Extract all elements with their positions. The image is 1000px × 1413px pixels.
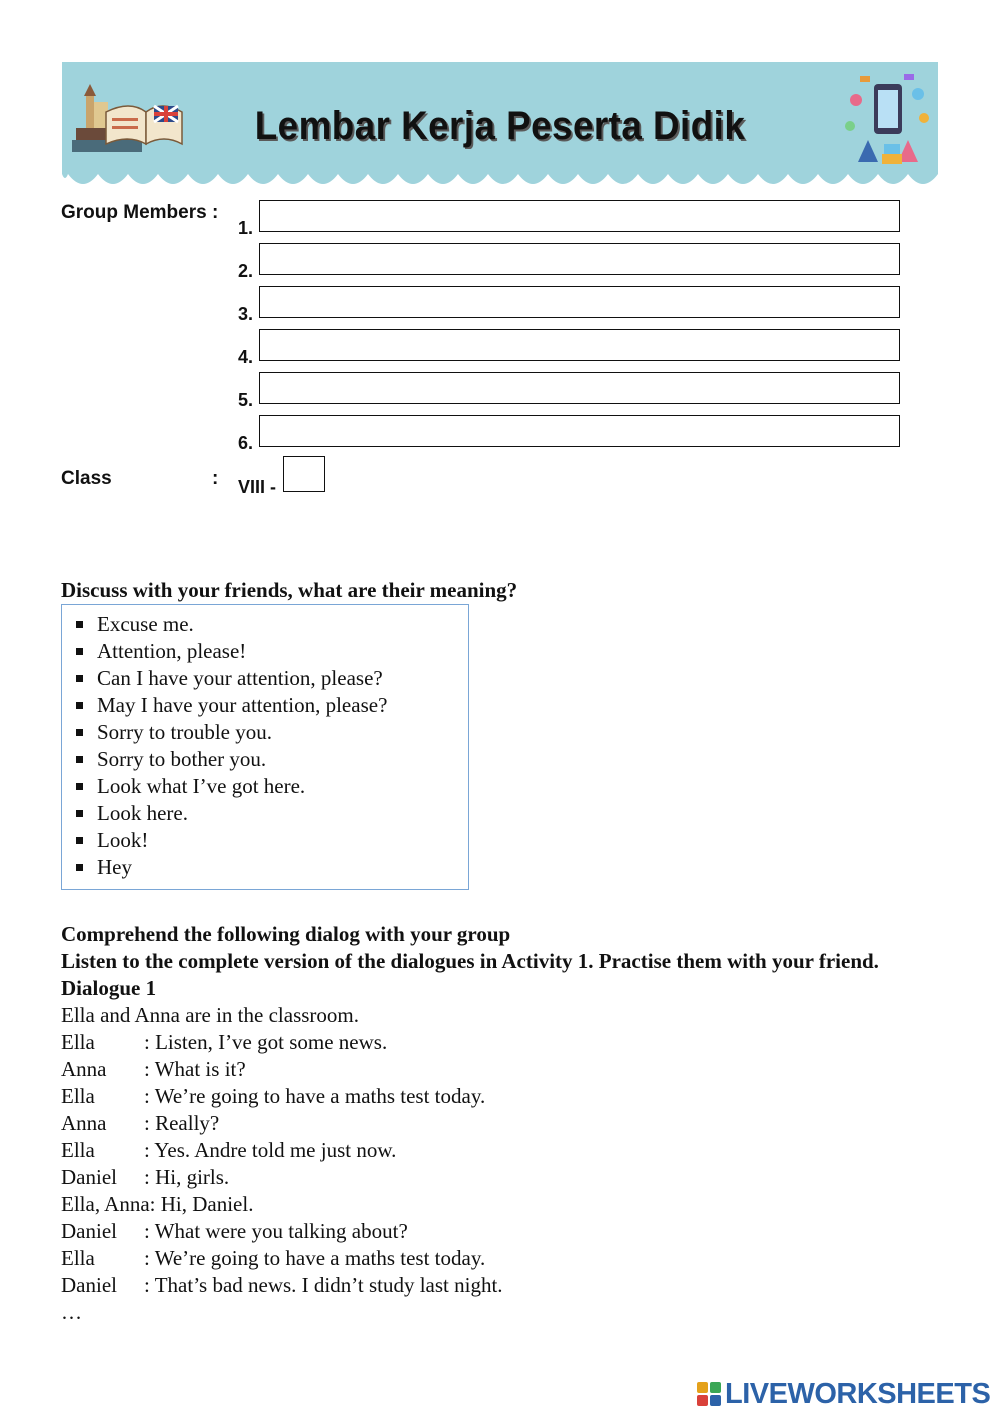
member-2-input[interactable] — [259, 243, 900, 275]
list-item — [62, 638, 468, 665]
list-item — [62, 611, 468, 638]
class-label: Class — [61, 468, 112, 489]
dialogue-line — [61, 1029, 931, 1056]
line-text: : We’re going to have a maths test today. — [144, 1084, 486, 1108]
line-text: : What is it? — [144, 1057, 246, 1081]
member-number: 6. — [238, 433, 254, 453]
list-item — [62, 773, 468, 800]
dialogue-line — [61, 1218, 931, 1245]
phrase-box — [61, 604, 469, 890]
dialogue-line — [61, 1164, 931, 1191]
phrase-text: Sorry to trouble you. — [97, 720, 272, 744]
phrase-list — [62, 605, 468, 881]
dialogue-title: Dialogue 1 — [61, 976, 157, 1000]
member-number: 5. — [238, 390, 254, 410]
member-4-input[interactable] — [259, 329, 900, 361]
speaker-name: Anna — [61, 1111, 107, 1135]
list-item — [62, 719, 468, 746]
speaker-name: Daniel — [61, 1165, 117, 1189]
dialogue-line — [61, 1137, 931, 1164]
line-text: : What were you talking about? — [144, 1219, 408, 1243]
bullet-icon — [76, 756, 83, 763]
page-title: Lembar Kerja Peserta Didik — [254, 104, 746, 148]
bullet-icon — [76, 729, 83, 736]
speaker-name: Ella — [61, 1246, 95, 1270]
list-item — [62, 746, 468, 773]
line-text: : Hi, girls. — [144, 1165, 230, 1189]
group-members-label: Group Members — [61, 202, 207, 223]
speaker-name: Daniel — [61, 1273, 117, 1297]
speaker-name: Ella — [61, 1138, 95, 1162]
speaker-name: Anna — [61, 1057, 107, 1081]
dialogue-line — [61, 1056, 931, 1083]
member-number: 4. — [238, 347, 254, 367]
group-members-colon: : — [212, 202, 219, 223]
liveworksheets-logo-icon — [697, 1382, 721, 1406]
bullet-icon — [76, 810, 83, 817]
member-1-input[interactable] — [259, 200, 900, 232]
member-5-input[interactable] — [259, 372, 900, 404]
dialogue-line — [61, 1110, 931, 1137]
phrase-text: Sorry to bother you. — [97, 747, 267, 771]
bullet-icon — [76, 864, 83, 871]
phrase-text: Excuse me. — [97, 612, 194, 636]
bullet-icon — [76, 648, 83, 655]
dialog-heading: Comprehend the following dialog with your group — [61, 922, 511, 946]
bullet-icon — [76, 621, 83, 628]
line-text: : That’s bad news. I didn’t study last night. — [144, 1273, 503, 1297]
phrase-text: Hey — [97, 855, 132, 879]
phrase-text: May I have your attention, please? — [97, 693, 388, 717]
phrase-text: Attention, please! — [97, 639, 247, 663]
line-text: : We’re going to have a maths test today. — [144, 1246, 486, 1270]
class-prefix: VIII - — [238, 477, 277, 497]
speaker-name: Daniel — [61, 1219, 117, 1243]
bullet-icon — [76, 675, 83, 682]
member-number: 3. — [238, 304, 254, 324]
dialogue-line — [61, 1245, 931, 1272]
list-item — [62, 800, 468, 827]
list-item — [62, 827, 468, 854]
phrase-text: Look what I’ve got here. — [97, 774, 306, 798]
bullet-icon — [76, 783, 83, 790]
line-text: : Listen, I’ve got some news. — [144, 1030, 388, 1054]
dialogue-ellipsis: … — [61, 1300, 82, 1324]
list-item — [62, 854, 468, 881]
speaker-name: Ella — [61, 1084, 95, 1108]
bullet-icon — [76, 702, 83, 709]
class-input[interactable] — [283, 456, 325, 492]
liveworksheets-logo — [697, 1377, 990, 1411]
phrase-text: Look! — [97, 828, 149, 852]
brand-name: LIVEWORKSHEETS — [725, 1377, 991, 1410]
dialogue-line — [61, 1272, 931, 1299]
banner-scalloped-edge — [62, 168, 938, 198]
list-item — [62, 665, 468, 692]
phrase-text: Look here. — [97, 801, 188, 825]
discussion-heading: Discuss with your friends, what are their meaning? — [61, 578, 518, 602]
phrase-text: Can I have your attention, please? — [97, 666, 383, 690]
line-text: : Really? — [144, 1111, 220, 1135]
dialogue-joint-line: Ella, Anna: Hi, Daniel. — [61, 1192, 254, 1216]
dialogue-scene: Ella and Anna are in the classroom. — [61, 1003, 359, 1027]
line-text: : Yes. Andre told me just now. — [144, 1138, 397, 1162]
dialog-instruction: Listen to the complete version of the dialogues in Activity 1. Practise them with your friend. — [61, 949, 879, 973]
member-number: 1. — [238, 218, 254, 238]
bullet-icon — [76, 837, 83, 844]
class-colon: : — [212, 468, 219, 489]
member-6-input[interactable] — [259, 415, 900, 447]
member-3-input[interactable] — [259, 286, 900, 318]
speaker-name: Ella — [61, 1030, 95, 1054]
dialogue-line — [61, 1083, 931, 1110]
dialog-section — [61, 921, 931, 1326]
member-number: 2. — [238, 261, 254, 281]
list-item — [62, 692, 468, 719]
